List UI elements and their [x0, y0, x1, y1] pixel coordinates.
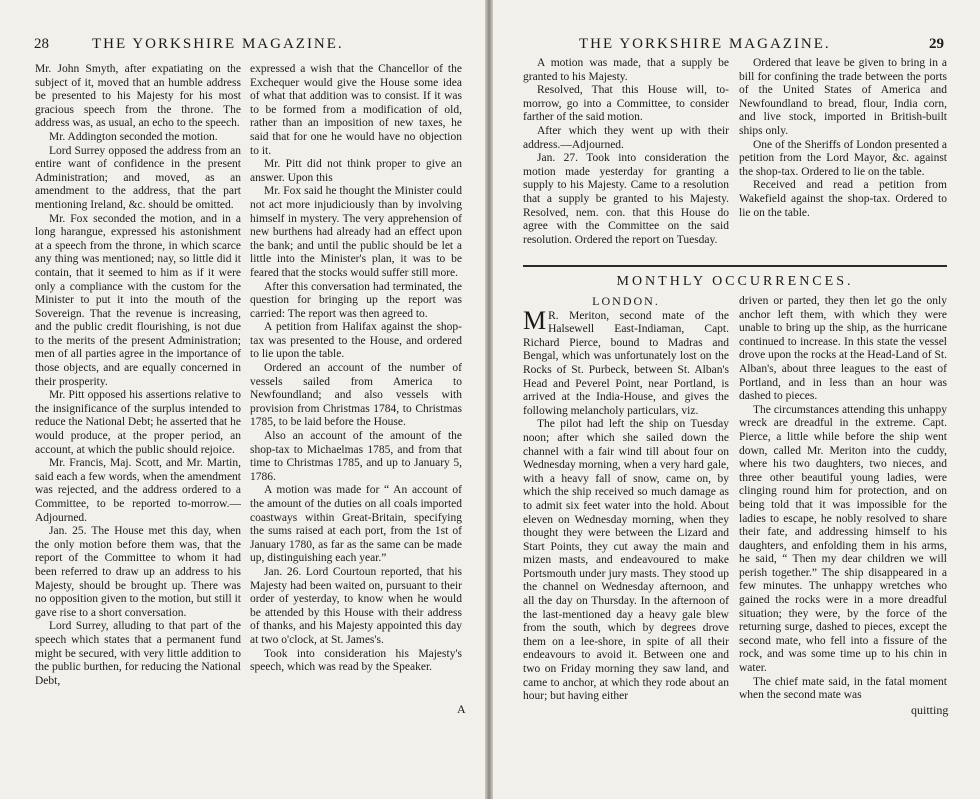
section-rule: [523, 265, 947, 267]
left-page-number: 28: [34, 36, 49, 52]
paragraph: Jan. 27. Took into consideration the motion made yesterday for granting a supply to his Majesty. Came to a resolution that a supply be granted to his Majesty. Resolved, nem. con. that this House do agree with the Committee on the said resolution. Ordered the report on Tuesday.: [523, 152, 729, 246]
paragraph: Resolved, That this House will, to-morrow, go into a Committee, to consider farther of the said motion.: [523, 84, 729, 124]
book-gutter: [485, 0, 493, 799]
paragraph: Mr. Fox seconded the motion, and in a long harangue, expressed his astonishment at a speech from the throne, in which scarce any thing was mentioned; nay, so little did it contain, that it seemed to him as if it were only a compliance with the custom for the Minister to put it into the mouth of the Sovereign. That the revenue is increasing, and the public credit flourishing, is not due to the merits of the present Administration; men of all parties agree in the importance of those objects, and are equally concerned in their prosperity.: [35, 212, 241, 388]
right-page-number: 29: [929, 36, 944, 52]
paragraph-text: R. Meriton, second mate of the Halsewell East-Indiaman, Capt. Richard Pierce, bound to Madras and Bengal, which was unfortunately lost on the Rocks of St. Purbeck, between St. Alban's Head and Peverel Point, near Portland, is arrived at the India-House, and gives the following melancholy particulars, viz.: [523, 309, 729, 417]
paragraph: Mr. Fox said he thought the Minister could not act more injudiciously than by involving himself in mystery. The very apprehension of new burthens had already had an effect upon the bank; and until the public should be let a little into the Minister's plan, it was to be feared that the stocks would suffer still more.: [250, 185, 462, 279]
subheading: LONDON.: [592, 295, 660, 308]
left-header: [0, 36, 485, 58]
right-column-4: [739, 295, 947, 715]
paragraph: The chief mate said, in the fatal moment when the second mate was: [739, 675, 947, 702]
left-catchword: A: [457, 702, 466, 716]
paragraph: Took into consideration his Majesty's speech, which was read by the Speaker.: [250, 647, 462, 674]
right-column-3: [523, 295, 729, 715]
paragraph: Also an account of the amount of the shop-tax to Michaelmas 1785, and from that time to Christmas 1785, and up to January 5, 1786.: [250, 430, 462, 483]
paragraph: Jan. 25. The House met this day, when the only motion before them was, that the report of the Committee to whom it had been referred to draw up an address to his Majesty, should be brought up. There was no opposition given to the motion, but still it gave rise to a short conversation.: [35, 525, 241, 619]
paragraph: Ordered that leave be given to bring in a bill for confining the trade between the ports of the United States of America and Newfoundland to bread, flour, India corn, and live stock, imported in British-built ships only.: [739, 57, 947, 137]
paragraph: Mr. John Smyth, after expatiating on the subject of it, moved that an humble address be presented to his Majesty for his most gracious speech from the throne. The address was, as usual, an echo to the speech.: [35, 63, 241, 130]
paragraph: Ordered an account of the number of vessels sailed from America to Newfoundland; and also vessels with provision from Christmas 1784, to Christmas 1785, to be laid before the House.: [250, 362, 462, 429]
paragraph: Lord Surrey, alluding to that part of the speech which states that a permanent fund might be secured, with very little addition to the public burthen, for reducing the National Debt,: [35, 620, 241, 687]
right-catchword: quitting: [911, 703, 949, 717]
left-page: [0, 0, 485, 799]
paragraph: Mr. Pitt opposed his assertions relative to the insignificance of the surplus intended to reduce the National Debt; he asserted that he would produce, at the proper period, an account, at which the public should rejoice.: [35, 389, 241, 456]
paragraph: After this conversation had terminated, the question for bringing up the report was carried: The report was then agreed to.: [250, 280, 462, 320]
paragraph: Jan. 26. Lord Courtoun reported, that his Majesty had been waited on, pursuant to their order of yesterday, to know when he would be attended by this House with their address of thanks, and his Majesty appointed this day at two o'clock, at St. James's.: [250, 565, 462, 646]
paragraph: After which they went up with their address.—Adjourned.: [523, 124, 729, 151]
paragraph: The pilot had left the ship on Tuesday noon; after which she sailed down the channel with a fair wind till about four on Wednesday morning, when a very hard gale, with a heavy fall of snow, came on, by which the ship received so much damage as to admit six feet water into the hold. About eleven on Wednesday morning, when they thought they were between the Lizard and Start Points, they cut away the main and mizen masts, and endeavoured to make Portsmouth under jury masts. They stood up the channel on Wednesday afternoon, and all the day on Thursday. In the afternoon of the last-mentioned day a heavy gale blew from the south, which by degrees drove them on a lee-shore, in spite of all their endeavours to avoid it. Between one and two on Friday morning they saw land, and came to anchor, at which they rode about an hour; but having either: [523, 418, 729, 703]
left-column-1: [35, 63, 241, 723]
paragraph: driven or parted, they then let go the only anchor left them, with which they were unable to bring up the ship, as the hurricane continued to increase. In this state the vessel drove upon the rocks at the Head-Land of St. Alban's, about three leagues to the east of Portland, and in less than an hour was dashed to pieces.: [739, 295, 947, 403]
paragraph: A motion was made, that a supply be granted to his Majesty.: [523, 57, 729, 83]
left-column-2: [250, 63, 462, 723]
left-running-title: THE YORKSHIRE MAGAZINE.: [92, 36, 344, 52]
paragraph: Mr. Addington seconded the motion.: [49, 130, 218, 143]
section-title: MONTHLY OCCURRENCES.: [616, 274, 854, 289]
right-header: [493, 36, 980, 58]
right-page: [493, 0, 980, 799]
paragraph: Mr. Francis, Maj. Scott, and Mr. Martin, said each a few words, when the amendment was rejected, and the address ordered to a Committee, to be reported to-morrow.—Adjourned.: [35, 457, 241, 524]
drop-cap: M: [523, 305, 547, 335]
right-column-1: [523, 57, 729, 265]
paragraph: Lord Surrey opposed the address from an entire want of confidence in the present Administration; and moved, as an amendment to the address, that the part mentioning Ireland, &c. should be omitted.: [35, 144, 241, 211]
paragraph: [523, 305, 729, 419]
paragraph: A motion was made for “ An account of the amount of the duties on all coals imported coastways within Great-Britain, specifying the sums raised at each port, from the 1st of January 1780, as far as the same can be made up, distinguishing each year.”: [250, 484, 462, 565]
right-running-title: THE YORKSHIRE MAGAZINE.: [579, 36, 831, 52]
paragraph: Mr. Pitt did not think proper to give an answer. Upon this: [250, 158, 462, 184]
paragraph: Received and read a petition from Wakefield against the shop-tax. Ordered to lie on the table.: [739, 179, 947, 219]
paragraph: expressed a wish that the Chancellor of the Exchequer would give the House some idea of what that addition was to consist. If it was to be formed from a modification of old, rather than an imposition of new taxes, he said that for one he would have no objection to it.: [250, 63, 462, 157]
paragraph: One of the Sheriffs of London presented a petition from the Lord Mayor, &c. against the shop-tax. Ordered to lie on the table.: [739, 138, 947, 178]
paragraph: A petition from Halifax against the shop-tax was presented to the House, and ordered to lie upon the table.: [250, 321, 462, 361]
paragraph: The circumstances attending this unhappy wreck are dreadful in the extreme. Capt. Pierce, a little while before the ship went down, called Mr. Meriton into the cuddy, where his two daughters, two nieces, and three other beautiful young ladies, were clinging round him for protection, and on being told that it was impossible for the ladies to escape, he nobly resolved to share their fate, and addressing himself to his daughters, and enfolding them in his arms, he said, “ Then my dear children we will perish together.” The ship disappeared in a few minutes. The unhappy wretches who gained the rocks were in a more dreadful situation; they were, by the force of the returning surge, dashed to pieces, except the second mate, who fell into a fissure of the rock, and was some time up to his chin in water.: [739, 403, 947, 675]
right-column-2: [739, 57, 947, 265]
